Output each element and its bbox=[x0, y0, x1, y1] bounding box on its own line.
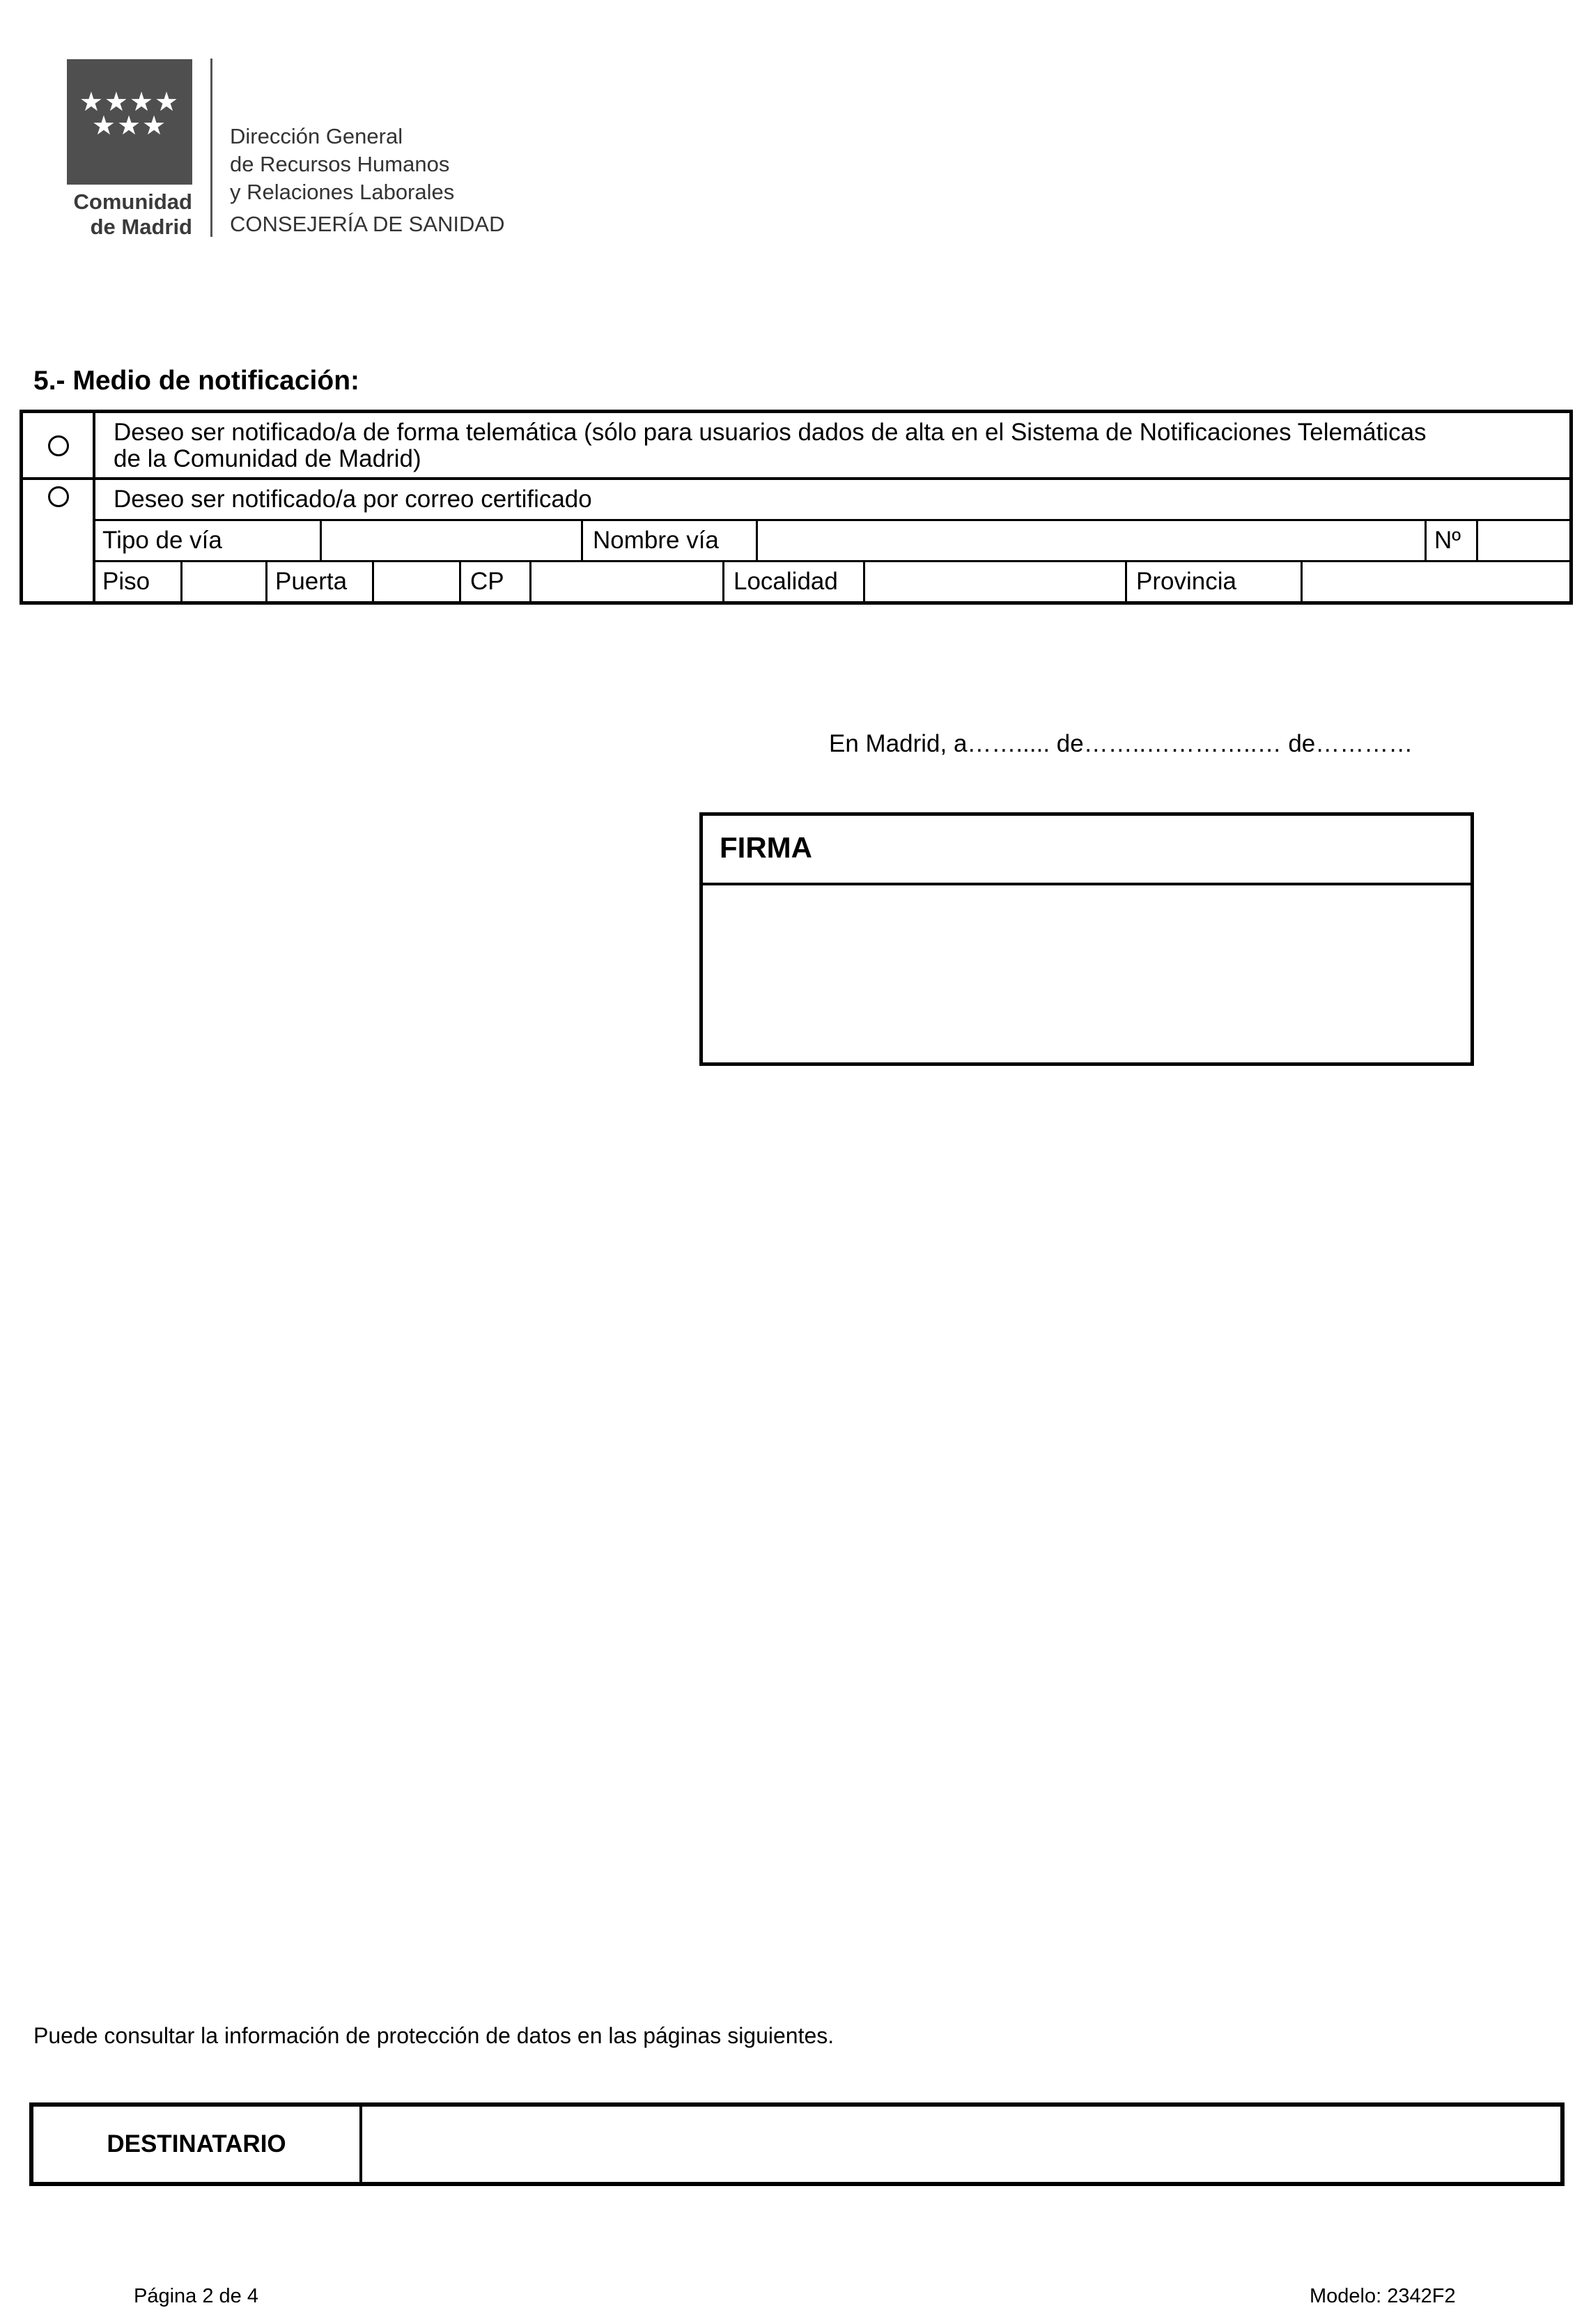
table-divider bbox=[1125, 560, 1127, 601]
puerta-field[interactable] bbox=[375, 562, 458, 601]
section-title: 5.- Medio de notificación: bbox=[33, 366, 360, 396]
notification-table bbox=[20, 410, 1573, 605]
org-line-1: Dirección General bbox=[230, 124, 403, 148]
signature-label: FIRMA bbox=[720, 831, 812, 864]
table-divider bbox=[459, 560, 461, 601]
organization-name bbox=[230, 123, 504, 238]
postal-radio[interactable] bbox=[48, 486, 69, 507]
table-divider bbox=[372, 560, 374, 601]
recipient-field[interactable] bbox=[362, 2107, 1560, 2182]
nombre-via-field[interactable] bbox=[759, 521, 1424, 560]
table-divider bbox=[23, 477, 1569, 480]
table-divider bbox=[722, 560, 724, 601]
localidad-label: Localidad bbox=[734, 568, 838, 595]
option-telematic-label-1: Deseo ser notificado/a de forma telemática (sólo para usuarios dados de alta en el Sistema de Notificaciones Telemáticas bbox=[114, 419, 1427, 446]
privacy-note: Puede consultar la información de protección de datos en las páginas siguientes. bbox=[33, 2023, 835, 2048]
tipo-via-field[interactable] bbox=[323, 521, 580, 560]
table-divider bbox=[265, 560, 267, 601]
org-line-2: de Recursos Humanos bbox=[230, 152, 450, 176]
numero-label: Nº bbox=[1434, 527, 1461, 554]
table-divider bbox=[180, 560, 183, 601]
logo-wordmark bbox=[67, 189, 192, 240]
piso-label: Piso bbox=[102, 568, 150, 595]
piso-field[interactable] bbox=[183, 562, 265, 601]
recipient-label: DESTINATARIO bbox=[107, 2130, 286, 2158]
table-divider bbox=[1301, 560, 1303, 601]
table-divider bbox=[529, 560, 531, 601]
table-divider bbox=[863, 560, 865, 601]
table-divider bbox=[93, 413, 95, 601]
nombre-via-label: Nombre vía bbox=[593, 527, 719, 554]
recipient-box bbox=[29, 2102, 1565, 2186]
logo-line-1: Comunidad bbox=[73, 189, 192, 214]
tipo-via-label: Tipo de vía bbox=[102, 527, 222, 554]
logo-stars-icon: ★★★★ ★★★ bbox=[79, 88, 180, 141]
cp-field[interactable] bbox=[532, 562, 722, 601]
table-divider bbox=[1476, 519, 1478, 561]
provincia-label: Provincia bbox=[1136, 568, 1236, 595]
table-divider bbox=[756, 519, 758, 561]
telematic-radio[interactable] bbox=[48, 435, 69, 456]
header-divider bbox=[210, 59, 212, 237]
page-number: Página 2 de 4 bbox=[134, 2285, 258, 2307]
numero-field[interactable] bbox=[1479, 521, 1569, 560]
cp-label: CP bbox=[470, 568, 504, 595]
option-telematic-label-2: de la Comunidad de Madrid) bbox=[114, 445, 421, 472]
signature-area[interactable] bbox=[703, 885, 1470, 1062]
model-number: Modelo: 2342F2 bbox=[1310, 2285, 1456, 2307]
org-line-3: y Relaciones Laborales bbox=[230, 180, 455, 204]
org-line-4: CONSEJERÍA DE SANIDAD bbox=[230, 212, 505, 236]
signature-box bbox=[699, 812, 1474, 1066]
table-divider bbox=[1425, 519, 1427, 561]
table-divider bbox=[320, 519, 322, 561]
puerta-label: Puerta bbox=[275, 568, 348, 595]
option-postal-label: Deseo ser notificado/a por correo certificado bbox=[114, 486, 592, 513]
date-line: En Madrid, a……..... de……..…………..… de………… bbox=[829, 730, 1413, 757]
logo-line-2: de Madrid bbox=[90, 215, 192, 239]
provincia-field[interactable] bbox=[1303, 562, 1569, 601]
table-divider bbox=[581, 519, 583, 561]
localidad-field[interactable] bbox=[866, 562, 1124, 601]
